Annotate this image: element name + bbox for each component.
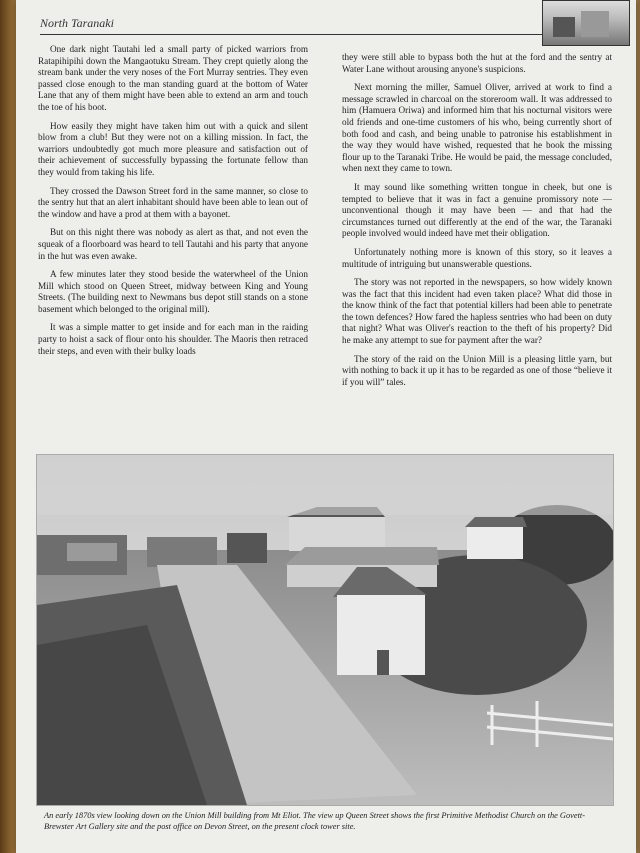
header-thumbnail-image (542, 0, 630, 46)
paragraph: A few minutes later they stood beside the waterwheel of the Union Mill which stood on Queen Street, midway between King and Young Streets. (The building next to Newmans bus depot still stands on a stone basement which belonged to the original mill). (38, 269, 308, 314)
page-header (40, 14, 630, 35)
left-text-column (38, 44, 308, 364)
paragraph: The story of the raid on the Union Mill is a pleasing little yarn, but with nothing to back it up it has to be regarded as one of those “believe it if you will” tales. (342, 353, 612, 387)
right-text-column (342, 52, 612, 395)
paragraph: It was a simple matter to get inside and for each man in the raiding party to hoist a sack of flour onto his shoulder. The Maoris then retraced their steps, and even with their bulky loads (38, 322, 308, 356)
paragraph: But on this night there was nobody as alert as that, and not even the squeak of a floorboard was heard to tell Tautahi and his party that anyone in the hut was even awake. (38, 227, 308, 261)
paragraph: they were still able to bypass both the hut at the ford and the sentry at Water Lane without arousing anyone's suspicions. (342, 52, 612, 74)
paragraph: They crossed the Dawson Street ford in the same manner, so close to the sentry hut that an alert inhabitant should have been able to lean out of the window and have a prod at them with a bayonet. (38, 185, 308, 219)
paragraph: Next morning the miller, Samuel Oliver, arrived at work to find a message scrawled in charcoal on the storeroom wall. It was addressed to him (Hamuera Oriwa) and informed him that his nocturnal visitors were old friends and one-time customers of his who, being currently short of both food and cash, and being unable to patronise his establishment in the way they would have wished, requested that he book the missing flour up to the Taranaki Tribe. He would be paid, the message concluded, when next they came to town. (342, 82, 612, 174)
paragraph: It may sound like something written tongue in cheek, but one is tempted to believe that it was in fact a genuine promissory note — unconventional though it may have been — and that had the circumstances turned out differently at the end of the war, the Taranaki people involved would indeed have met their obligation. (342, 181, 612, 239)
paragraph: Unfortunately nothing more is known of this story, so it leaves a multitude of intriguing but unanswerable questions. (342, 246, 612, 269)
running-header-title: North Taranaki (40, 16, 114, 30)
paragraph: One dark night Tautahi led a small party of picked warriors from Ratapihipihi down the Mangaotuku Stream. They crept quietly along the stream bank under the very noses of the Fort Murray sentries. They even passed close enough to the man standing guard at the bottom of Water Lane that any of them might have been able to extend an arm and touch the toe of his boot. (38, 44, 308, 112)
historic-photograph (36, 454, 614, 806)
paragraph: The story was not reported in the newspapers, so how widely known was the fact that this incident had even taken place? What did those in the know think of the fact that potential killers had been able to penetrate the town defences? How fared the hapless sentries who had been on duty that night? What was Oliver's reaction to the theft of his property? Did he make any attempt to sue for payment after the war? (342, 277, 612, 346)
photo-caption: An early 1870s view looking down on the Union Mill building from Mt Eliot. The view up Queen Street shows the first Primitive Methodist Church on the Govett-Brewster Art Gallery site and the post office on Devon Street, on the present clock tower site. (44, 811, 586, 831)
paragraph: How easily they might have taken him out with a quick and silent blow from a club! But they were not on a killing mission. In fact, the warriors undoubtedly got much more pleasure and satisfaction out of their achievement of successfully bypassing the fortunate fellow than they would from taking his life. (38, 120, 308, 177)
